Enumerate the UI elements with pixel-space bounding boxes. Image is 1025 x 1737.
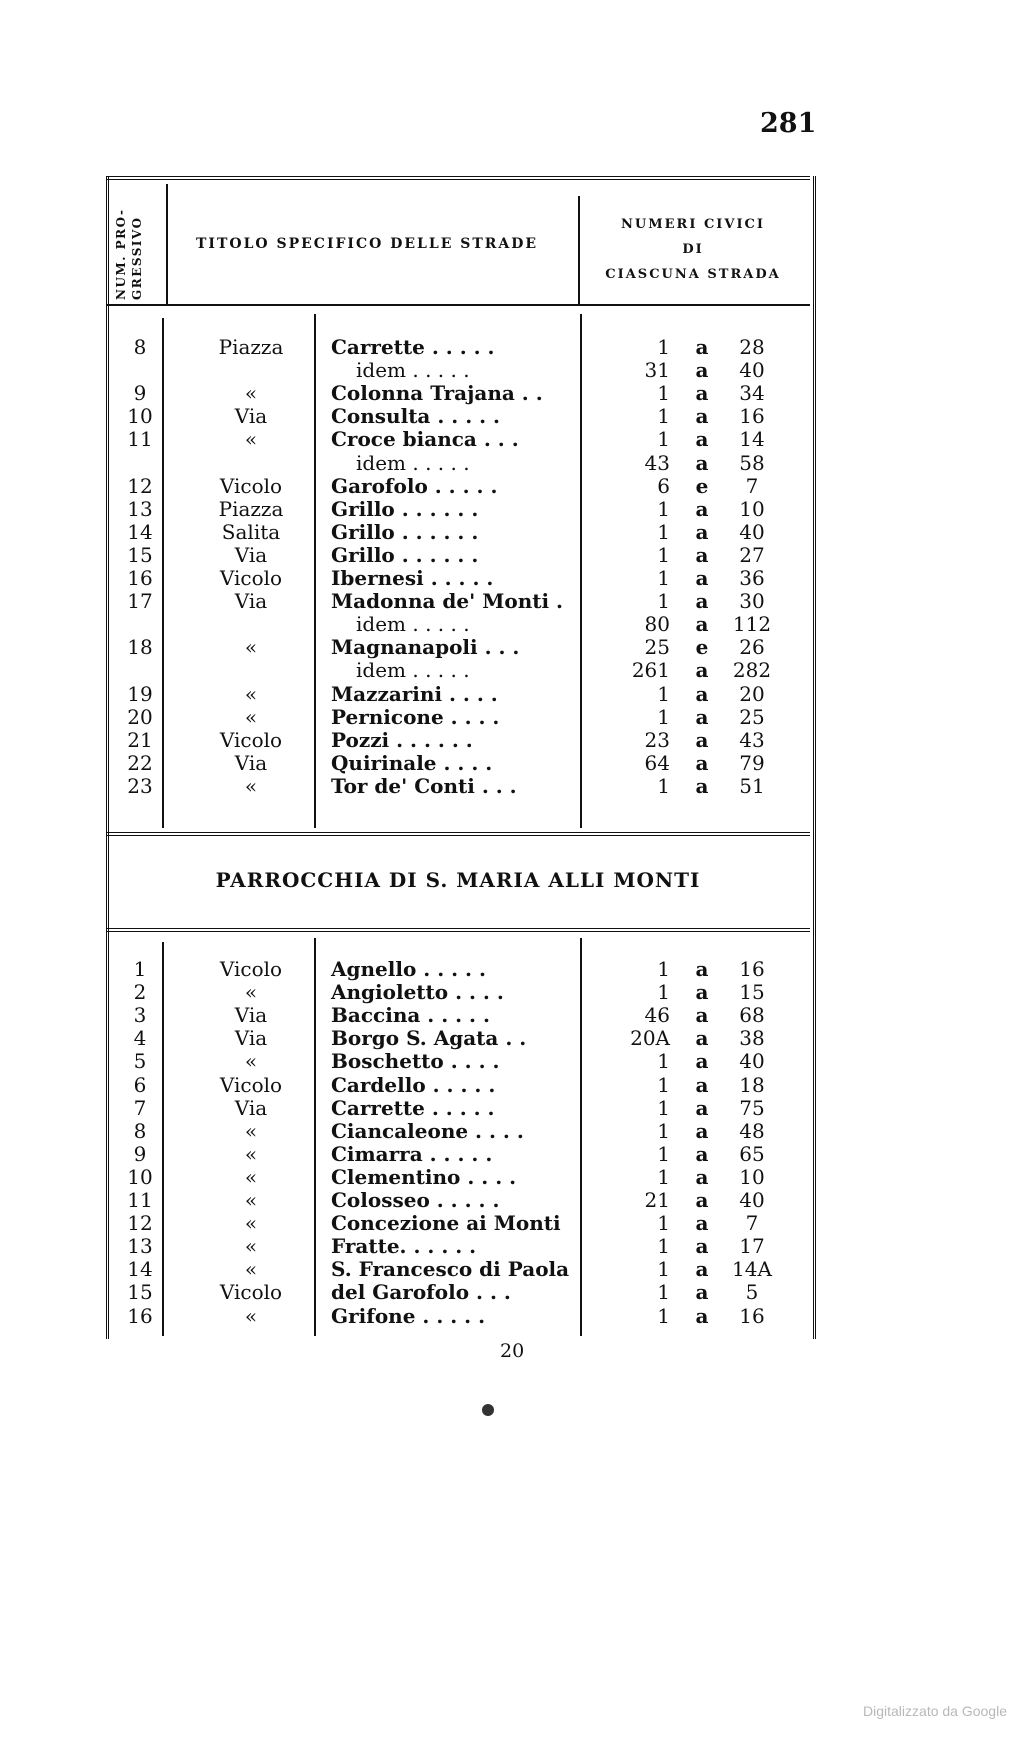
civic-to: 112 — [732, 612, 772, 637]
civic-to: 40 — [739, 1188, 765, 1212]
civic-separator: e — [695, 635, 709, 660]
row-number: 17 — [127, 589, 153, 614]
table-row — [106, 1235, 810, 1258]
civic-separator: a — [695, 450, 709, 475]
section-title: PARROCCHIA DI S. MARIA ALLI MONTI — [215, 868, 701, 892]
civic-to: 36 — [739, 566, 765, 590]
row-number: 12 — [127, 1211, 153, 1236]
civic-separator: a — [695, 427, 709, 452]
table-row — [106, 336, 810, 359]
civic-to: 68 — [739, 1003, 765, 1028]
civic-separator: e — [695, 473, 709, 498]
civic-to: 10 — [739, 496, 765, 521]
row-number: 21 — [127, 727, 153, 752]
street-name: Quirinale . . . . — [331, 750, 493, 775]
civic-from: 1 — [657, 1049, 670, 1074]
civic-separator: a — [695, 1257, 709, 1282]
civic-separator: a — [695, 704, 709, 729]
row-number: 4 — [133, 1026, 147, 1051]
table-row — [106, 498, 810, 521]
street-name: Garofolo . . . . . — [331, 473, 498, 498]
street-type: « — [244, 427, 258, 452]
header-divider-1 — [166, 184, 168, 304]
civic-from: 1 — [657, 589, 670, 614]
civic-to: 20 — [739, 681, 765, 706]
row-number: 15 — [127, 542, 153, 567]
civic-to: 75 — [739, 1095, 765, 1120]
num-label-line1: NUM. PRO- — [114, 208, 128, 300]
civic-to: 43 — [739, 727, 765, 752]
civic-separator: a — [695, 1072, 709, 1097]
street-name: Grillo . . . . . . — [331, 519, 479, 544]
table-row — [106, 1166, 810, 1189]
top-rule — [106, 176, 810, 180]
row-number: 16 — [127, 566, 153, 590]
civic-from: 1 — [657, 427, 670, 452]
row-number: 3 — [133, 1003, 147, 1028]
civic-from: 25 — [644, 635, 670, 660]
section-rule-top — [106, 832, 810, 836]
civic-separator: a — [695, 519, 709, 544]
civic-to: 40 — [739, 519, 765, 544]
table-row — [106, 382, 810, 405]
row-number: 1 — [133, 957, 147, 981]
street-name: Grillo . . . . . . — [331, 496, 479, 521]
civic-from: 20A — [630, 1026, 670, 1051]
row-number: 22 — [127, 750, 153, 775]
street-type: « — [244, 635, 258, 660]
street-type: « — [244, 704, 258, 729]
civic-separator: a — [695, 658, 709, 683]
table-row — [106, 521, 810, 544]
street-name: Pozzi . . . . . . — [331, 727, 473, 752]
street-name: Ibernesi . . . . . — [331, 566, 494, 590]
street-name: Colosseo . . . . . — [331, 1188, 500, 1212]
civic-separator: a — [695, 750, 709, 775]
street-name: Carrette . . . . . — [331, 1095, 495, 1120]
civic-to: 27 — [739, 542, 765, 567]
table-row — [106, 1074, 810, 1097]
civic-to: 16 — [739, 957, 765, 981]
header-bottom-rule — [106, 304, 810, 306]
street-type: Via — [234, 1095, 268, 1120]
civic-to: 14 — [739, 427, 765, 452]
street-type: Vicolo — [219, 473, 283, 498]
civic-to: 17 — [739, 1234, 765, 1259]
street-name: Grifone . . . . . — [331, 1303, 486, 1328]
street-type: « — [244, 1188, 258, 1212]
civic-from: 1 — [657, 1118, 670, 1143]
table-row — [106, 1281, 810, 1304]
street-type: Via — [234, 589, 268, 614]
row-number: 12 — [127, 473, 153, 498]
street-type: Via — [234, 404, 268, 429]
row-number: 20 — [127, 704, 153, 729]
street-type: Vicolo — [219, 566, 283, 590]
civic-to: 15 — [739, 980, 765, 1005]
table-row — [106, 775, 810, 798]
civic-separator: a — [695, 1164, 709, 1189]
table-row — [106, 981, 810, 1004]
civic-from: 1 — [657, 1164, 670, 1189]
street-name: Grillo . . . . . . — [331, 542, 479, 567]
row-number: 14 — [127, 1257, 153, 1282]
street-type: Vicolo — [219, 1072, 283, 1097]
row-number: 7 — [133, 1095, 147, 1120]
street-type: Via — [234, 750, 268, 775]
civic-separator: a — [695, 404, 709, 429]
table-row — [106, 1120, 810, 1143]
civic-from: 31 — [644, 358, 670, 383]
row-number: 13 — [127, 1234, 153, 1259]
table-row — [106, 544, 810, 567]
civic-from: 43 — [644, 450, 670, 475]
street-type: « — [244, 1118, 258, 1143]
civic-to: 30 — [739, 589, 765, 614]
civic-from: 1 — [657, 1095, 670, 1120]
civic-from: 1 — [657, 1072, 670, 1097]
row-number: 15 — [127, 1280, 153, 1305]
civic-from: 1 — [657, 1234, 670, 1259]
civic-to: 10 — [739, 1164, 765, 1189]
table-row — [106, 958, 810, 981]
street-type: Via — [234, 1003, 268, 1028]
table-row — [106, 475, 810, 498]
section-rule-bottom — [106, 928, 810, 932]
num-column-header — [114, 192, 144, 300]
civic-to: 18 — [739, 1072, 765, 1097]
civic-separator: a — [695, 542, 709, 567]
civic-to: 51 — [739, 773, 765, 798]
civic-from: 1 — [657, 519, 670, 544]
civic-from: 1 — [657, 1141, 670, 1166]
civic-from: 80 — [644, 612, 670, 637]
street-type: « — [244, 1234, 258, 1259]
civic-from: 46 — [644, 1003, 670, 1028]
civic-to: 25 — [739, 704, 765, 729]
street-name: Carrette . . . . . — [331, 335, 495, 359]
civic-line3: CIASCUNA STRADA — [605, 267, 781, 282]
table-row — [106, 613, 810, 636]
civic-separator: a — [695, 957, 709, 981]
table-row — [106, 567, 810, 590]
street-type: « — [244, 1164, 258, 1189]
table-row — [106, 1305, 810, 1328]
street-type: « — [244, 1049, 258, 1074]
table-row — [106, 590, 810, 613]
civic-separator: a — [695, 1118, 709, 1143]
street-name: idem . . . . . — [356, 658, 470, 683]
civic-separator: a — [695, 358, 709, 383]
civic-separator: a — [695, 1003, 709, 1028]
street-name: Agnello . . . . . — [331, 957, 486, 981]
table-row — [106, 683, 810, 706]
street-type: « — [244, 1257, 258, 1282]
civic-to: 38 — [739, 1026, 765, 1051]
civic-to: 14A — [732, 1257, 772, 1282]
street-type: Via — [234, 1026, 268, 1051]
street-name: S. Francesco di Paola — [331, 1257, 570, 1282]
street-name: Mazzarini . . . . — [331, 681, 498, 706]
civic-separator: a — [695, 381, 709, 406]
street-type: Vicolo — [219, 1280, 283, 1305]
civic-to: 16 — [739, 404, 765, 429]
street-type: « — [244, 381, 258, 406]
street-name: Clementino . . . . — [331, 1164, 517, 1189]
civic-from: 1 — [657, 404, 670, 429]
civic-from: 261 — [631, 658, 670, 683]
page-number: 281 — [760, 108, 817, 139]
table-row — [106, 405, 810, 428]
civic-from: 23 — [644, 727, 670, 752]
table-row — [106, 1212, 810, 1235]
table-row — [106, 1097, 810, 1120]
civic-to: 79 — [739, 750, 765, 775]
table-row — [106, 636, 810, 659]
civic-from: 1 — [657, 1280, 670, 1305]
row-number: 16 — [127, 1303, 153, 1328]
civic-from: 1 — [657, 1211, 670, 1236]
street-name: Magnanapoli . . . — [331, 635, 520, 660]
table-row — [106, 729, 810, 752]
civic-separator: a — [695, 1234, 709, 1259]
civic-to: 28 — [739, 335, 765, 359]
civic-to: 7 — [745, 473, 759, 498]
street-type: Vicolo — [219, 727, 283, 752]
watermark: Digitalizzato da Google — [863, 1703, 1007, 1719]
civic-from: 1 — [657, 496, 670, 521]
row-number: 13 — [127, 496, 153, 521]
civic-separator: a — [695, 589, 709, 614]
civic-to: 34 — [739, 381, 765, 406]
street-name: Fratte. . . . . . — [331, 1234, 477, 1259]
civic-line1: NUMERI CIVICI — [621, 217, 765, 232]
civic-from: 21 — [644, 1188, 670, 1212]
street-name: Borgo S. Agata . . — [331, 1026, 527, 1051]
street-type: « — [244, 1303, 258, 1328]
civic-to: 40 — [739, 1049, 765, 1074]
street-type: « — [244, 980, 258, 1005]
row-number: 2 — [133, 980, 147, 1005]
street-name: idem . . . . . — [356, 450, 470, 475]
civic-separator: a — [695, 1141, 709, 1166]
row-number: 10 — [127, 404, 153, 429]
row-number: 8 — [133, 335, 147, 359]
civic-from: 6 — [657, 473, 670, 498]
row-number: 19 — [127, 681, 153, 706]
table-row — [106, 1004, 810, 1027]
civic-separator: a — [695, 496, 709, 521]
civic-from: 1 — [657, 957, 670, 981]
street-name: Croce bianca . . . — [331, 427, 519, 452]
street-type: Piazza — [218, 335, 284, 359]
civic-separator: a — [695, 1095, 709, 1120]
street-name: del Garofolo . . . — [331, 1280, 511, 1305]
street-name: Tor de' Conti . . . — [331, 773, 517, 798]
civic-from: 1 — [657, 681, 670, 706]
table-row — [106, 706, 810, 729]
row-number: 6 — [133, 1072, 147, 1097]
civic-from: 1 — [657, 566, 670, 590]
street-type: Via — [234, 542, 268, 567]
row-number: 9 — [133, 1141, 147, 1166]
table-row — [106, 1258, 810, 1281]
street-name: Boschetto . . . . — [331, 1049, 500, 1074]
table-row — [106, 1143, 810, 1166]
table-row — [106, 1027, 810, 1050]
civic-to: 282 — [732, 658, 772, 683]
civic-to: 58 — [739, 450, 765, 475]
civic-separator: a — [695, 1211, 709, 1236]
civic-separator: a — [695, 1049, 709, 1074]
civic-separator: a — [695, 727, 709, 752]
civic-separator: a — [695, 1188, 709, 1212]
row-number: 11 — [127, 427, 153, 452]
civic-separator: a — [695, 566, 709, 590]
signature-mark: 20 — [500, 1340, 525, 1362]
ink-dot — [482, 1404, 494, 1416]
street-name: Cardello . . . . . — [331, 1072, 496, 1097]
row-number: 9 — [133, 381, 147, 406]
street-name: Angioletto . . . . — [331, 980, 504, 1005]
street-type: « — [244, 1141, 258, 1166]
civic-separator: a — [695, 773, 709, 798]
table-row — [106, 752, 810, 775]
civic-column-header — [580, 212, 806, 287]
civic-from: 1 — [657, 773, 670, 798]
civic-from: 1 — [657, 980, 670, 1005]
row-number: 11 — [127, 1188, 153, 1212]
table-header — [106, 184, 810, 304]
street-name: Colonna Trajana . . — [331, 381, 543, 406]
civic-separator: a — [695, 335, 709, 359]
civic-separator: a — [695, 1026, 709, 1051]
table-row — [106, 452, 810, 475]
civic-from: 1 — [657, 542, 670, 567]
civic-from: 1 — [657, 1303, 670, 1328]
civic-line2: DI — [682, 242, 704, 257]
table-row — [106, 428, 810, 451]
civic-to: 48 — [739, 1118, 765, 1143]
title-column-header: TITOLO SPECIFICO DELLE STRADE — [196, 236, 539, 252]
street-name: Madonna de' Monti . — [331, 589, 564, 614]
table-row — [106, 659, 810, 682]
street-name: Pernicone . . . . — [331, 704, 500, 729]
civic-separator: a — [695, 612, 709, 637]
civic-from: 1 — [657, 335, 670, 359]
civic-to: 65 — [739, 1141, 765, 1166]
civic-separator: a — [695, 1303, 709, 1328]
street-name: Consulta . . . . . — [331, 404, 501, 429]
street-name: Baccina . . . . . — [331, 1003, 490, 1028]
street-type: Vicolo — [219, 957, 283, 981]
civic-to: 5 — [745, 1280, 759, 1305]
row-number: 8 — [133, 1118, 147, 1143]
num-label-line2: GRESSIVO — [130, 216, 144, 300]
street-type: « — [244, 773, 258, 798]
table-row — [106, 359, 810, 382]
civic-from: 1 — [657, 381, 670, 406]
street-name: Concezione ai Monti — [331, 1211, 561, 1236]
row-number: 14 — [127, 519, 153, 544]
civic-separator: a — [695, 980, 709, 1005]
street-type: Piazza — [218, 496, 284, 521]
civic-from: 64 — [644, 750, 670, 775]
table-row — [106, 1050, 810, 1073]
row-number: 10 — [127, 1164, 153, 1189]
row-number: 18 — [127, 635, 153, 660]
street-name: idem . . . . . — [356, 612, 470, 637]
header-divider-2 — [578, 196, 580, 304]
row-number: 5 — [133, 1049, 147, 1074]
row-number: 23 — [127, 773, 153, 798]
table-row — [106, 1189, 810, 1212]
civic-separator: a — [695, 681, 709, 706]
civic-to: 7 — [745, 1211, 759, 1236]
civic-separator: a — [695, 1280, 709, 1305]
street-name: Ciancaleone . . . . — [331, 1118, 524, 1143]
civic-to: 40 — [739, 358, 765, 383]
street-type: « — [244, 681, 258, 706]
civic-to: 16 — [739, 1303, 765, 1328]
civic-from: 1 — [657, 1257, 670, 1282]
street-name: Cimarra . . . . . — [331, 1141, 493, 1166]
street-type: Salita — [221, 519, 281, 544]
street-type: « — [244, 1211, 258, 1236]
street-name: idem . . . . . — [356, 358, 470, 383]
civic-from: 1 — [657, 704, 670, 729]
civic-to: 26 — [739, 635, 765, 660]
